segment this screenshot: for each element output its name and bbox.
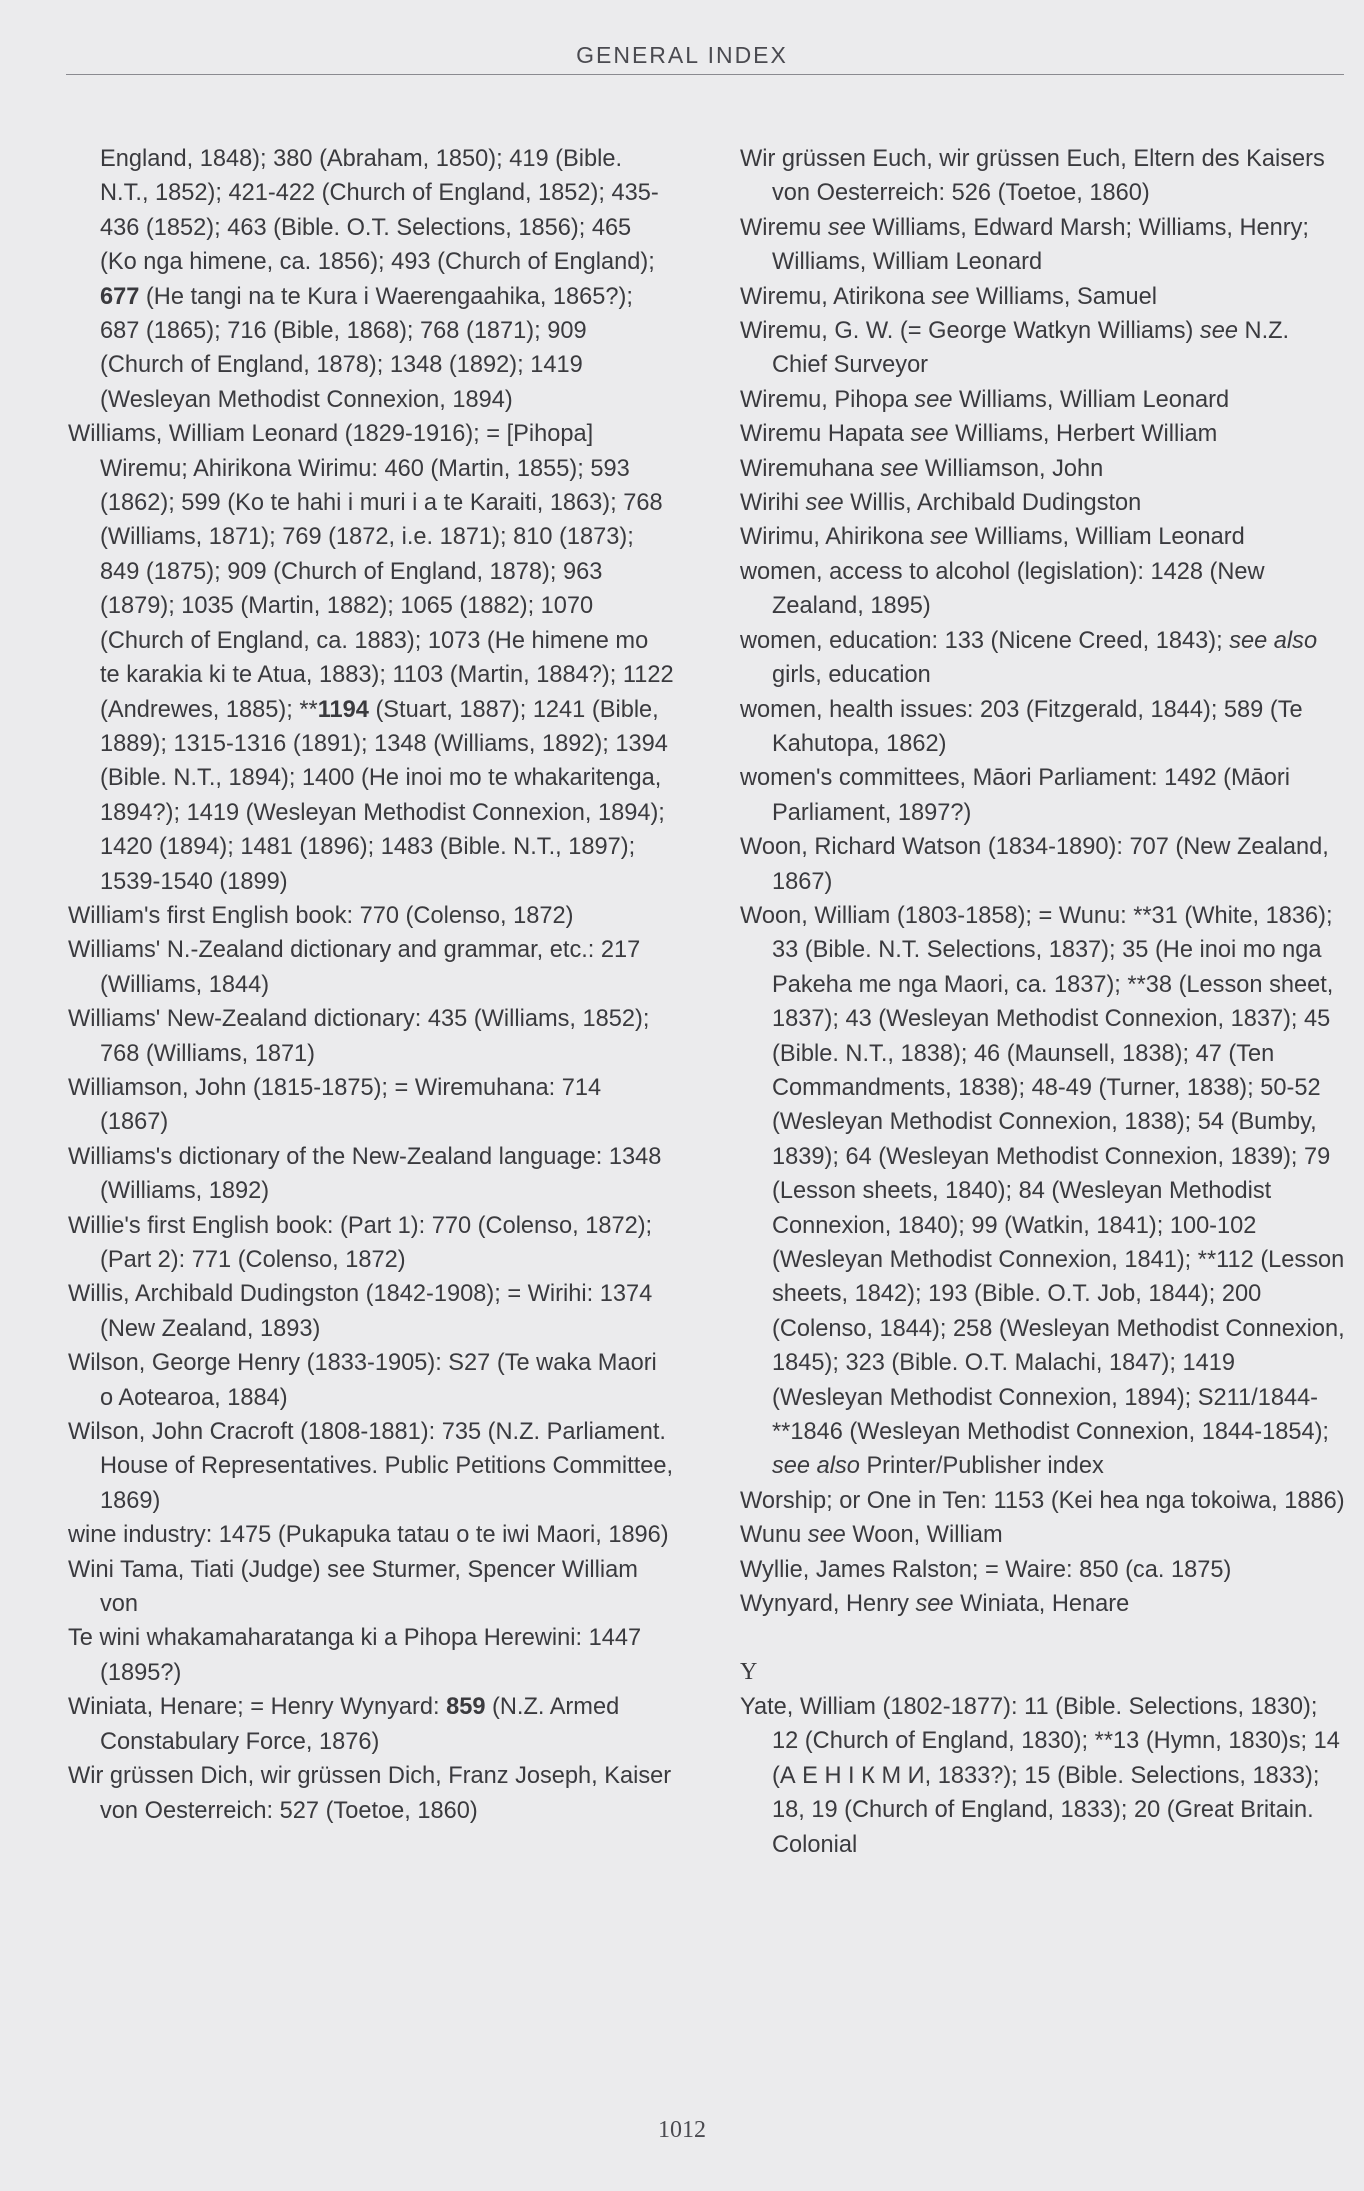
index-entry	[740, 1587, 1346, 1621]
entry-text: Williams, Herbert William	[948, 421, 1218, 448]
index-entry	[68, 899, 674, 933]
index-entry	[68, 933, 674, 1002]
index-entry	[740, 486, 1346, 520]
entry-text: Wilson, John Cracroft (1808-1881): 735 (N.Z. Parliament. House of Representatives. Public Petitions Committee, 1869)	[68, 1419, 674, 1514]
index-entry	[68, 417, 674, 899]
page-number: 1012	[658, 2117, 706, 2143]
index-entry	[740, 899, 1346, 1484]
entry-text: Winiata, Henare; = Henry Wynyard:	[68, 1694, 447, 1721]
index-entry	[68, 1071, 674, 1140]
index-entry	[740, 1690, 1346, 1862]
index-entry	[740, 1553, 1346, 1587]
index-entry	[740, 314, 1346, 383]
index-entry	[740, 1484, 1346, 1518]
entry-text: Willie's first English book: (Part 1): 770 (Colenso, 1872); (Part 2): 771 (Colenso, 1872)	[68, 1212, 653, 1273]
entry-text: Williams, Edward Marsh; Williams, Henry; Williams, William Leonard	[772, 214, 1309, 276]
index-entry	[68, 1690, 674, 1759]
bold-page-ref: 677	[100, 283, 140, 310]
index-entry	[68, 1759, 674, 1828]
see-reference: see	[931, 283, 970, 310]
entry-text: Williams, William Leonard	[952, 386, 1230, 413]
entry-text: Williams's dictionary of the New-Zealand language: 1348 (Williams, 1892)	[68, 1143, 662, 1205]
see-reference: see	[880, 455, 919, 482]
entry-text: Printer/Publisher index	[859, 1453, 1104, 1480]
index-entry	[740, 624, 1346, 693]
see-reference: see	[915, 1591, 954, 1618]
entry-text: Williams, William Leonard (1829-1916); = [Pihopa] Wiremu; Ahirikona Wirimu: 460 (Martin, 1855); 593 (1862); 599 (Ko te hahi i muri i a te Karaiti, 1863); 768 (Williams, 1871); 769 (1872, i.e. 1871); 810 (1873); 849 (1875); 909 (Church of England, 1878); 963 (1879); 1035 (Martin, 1882); 1065 (1882); 1070 (Church of England, ca. 1883); 1073 (He himene mo te karakia ki te Atua, 1883); 1103 (Martin, 1884?); 1122 (Andrewes, 1885); **	[68, 421, 674, 723]
see-reference: see	[827, 214, 866, 241]
entry-text: girls, education	[772, 662, 931, 689]
entry-text: Yate, William (1802-1877): 11 (Bible. Selections, 1830); 12 (Church of England, 1830); **13 (Hymn, 1830)s; 14 (А Е Н І К М И, 1833?); 15 (Bible. Selections, 1833); 18, 19 (Church of England, 1833); 20 (Great Britain. Colonial	[740, 1693, 1340, 1858]
index-entry	[740, 280, 1346, 314]
section-letter: Y	[740, 1659, 758, 1686]
index-entry	[740, 761, 1346, 830]
index-entry	[740, 693, 1346, 762]
entry-text: Wirimu, Ahirikona	[740, 524, 931, 551]
entry-text: England, 1848); 380 (Abraham, 1850); 419 (Bible. N.T., 1852); 421-422 (Church of England, 1852); 435-436 (1852); 463 (Bible. O.T. Selections, 1856); 465 (Ko nga himene, ca. 1856); 493 (Church of England);	[100, 146, 659, 276]
index-entry	[68, 1002, 674, 1071]
bold-page-ref: 1194	[317, 696, 369, 723]
see-reference: see	[930, 524, 969, 551]
see-reference: see	[910, 421, 949, 448]
entry-text: Wunu	[740, 1522, 808, 1549]
entry-text: Williams, Samuel	[969, 283, 1157, 310]
entry-text: Wiremu, G. W. (= George Watkyn Williams)	[740, 318, 1200, 345]
entry-text: Wir grüssen Euch, wir grüssen Euch, Eltern des Kaisers von Oesterreich: 526 (Toetoe, 1860)	[740, 146, 1325, 207]
left-column	[68, 142, 674, 1828]
entry-text: Williams' N.-Zealand dictionary and grammar, etc.: 217 (Williams, 1844)	[68, 937, 641, 998]
entry-text: women's committees, Māori Parliament: 1492 (Māori Parliament, 1897?)	[740, 765, 1290, 826]
entry-text: Wiremu Hapata	[740, 421, 911, 448]
header-rule	[66, 74, 1344, 75]
entry-text: Wiremu	[740, 214, 828, 241]
bold-page-ref: 859	[446, 1694, 486, 1721]
index-entry	[68, 1415, 674, 1518]
see-reference: see	[807, 1522, 846, 1549]
index-entry	[740, 830, 1346, 899]
index-entry	[68, 1621, 674, 1690]
entry-text: Willis, Archibald Dudingston (1842-1908); = Wirihi: 1374 (New Zealand, 1893)	[68, 1281, 653, 1342]
entry-text: wine industry: 1475 (Pukapuka tatau o te iwi Maori, 1896)	[68, 1522, 669, 1549]
entry-text: (Stuart, 1887); 1241 (Bible, 1889); 1315-1316 (1891); 1348 (Williams, 1892); 1394 (Bible. N.T., 1894); 1400 (He inoi mo te whakaritenga, 1894?); 1419 (Wesleyan Methodist Connexion, 1894); 1420 (1894); 1481 (1896); 1483 (Bible. N.T., 1897); 1539-1540 (1899)	[100, 696, 668, 895]
index-entry	[740, 417, 1346, 451]
entry-text: Williamson, John	[918, 455, 1104, 482]
index-entry	[740, 211, 1346, 280]
index-entry	[68, 1277, 674, 1346]
entry-text: Wynyard, Henry	[740, 1591, 916, 1618]
right-column-y-entries	[740, 1690, 1346, 1862]
index-entry	[740, 452, 1346, 486]
entry-text: Williams, William Leonard	[968, 524, 1245, 551]
entry-text: Wini Tama, Tiati (Judge) see Sturmer, Spencer William von	[68, 1556, 638, 1618]
index-entry	[68, 1518, 674, 1552]
index-entry	[740, 555, 1346, 624]
entry-text: Williamson, John (1815-1875); = Wiremuhana: 714 (1867)	[68, 1074, 602, 1136]
see-reference: see	[805, 490, 844, 517]
entry-text: women, access to alcohol (legislation): 1428 (New Zealand, 1895)	[740, 558, 1265, 620]
entry-text: Woon, William (1803-1858); = Wunu: **31 (White, 1836); 33 (Bible. N.T. Selections, 1837); 35 (He inoi mo nga Pakeha me nga Maori, ca. 1837); **38 (Lesson sheet, 1837); 43 (Wesleyan Methodist Connexion, 1837); 45 (Bible. N.T., 1838); 46 (Maunsell, 1838); 47 (Ten Commandments, 1838); 48-49 (Turner, 1838); 50-52 (Wesleyan Methodist Connexion, 1838); 54 (Bumby, 1839); 64 (Wesleyan Methodist Connexion, 1839); 79 (Lesson sheets, 1840); 84 (Wesleyan Methodist Connexion, 1840); 99 (Watkin, 1841); 100-102 (Wesleyan Methodist Connexion, 1841); **112 (Lesson sheets, 1842); 193 (Bible. O.T. Job, 1844); 200 (Colenso, 1844); 258 (Wesleyan Methodist Connexion, 1845); 323 (Bible. O.T. Malachi, 1847); 1419 (Wesleyan Methodist Connexion, 1894); S211/1844-**1846 (Wesleyan Methodist Connexion, 1844-1854);	[740, 902, 1345, 1446]
entry-text: Worship; or One in Ten: 1153 (Kei hea nga tokoiwa, 1886)	[740, 1487, 1345, 1514]
index-entry	[740, 520, 1346, 554]
entry-text: Wilson, George Henry (1833-1905): S27 (Te waka Maori o Aotearoa, 1884)	[68, 1350, 657, 1411]
entry-text: Wiremu, Pihopa	[740, 386, 915, 413]
right-column	[740, 142, 1346, 1862]
index-entry	[68, 1553, 674, 1622]
index-entry	[740, 142, 1346, 211]
index-entry	[68, 1346, 674, 1415]
entry-text: Woon, Richard Watson (1834-1890): 707 (New Zealand, 1867)	[740, 834, 1329, 895]
entry-text: (N.Z. Armed Constabulary Force, 1876)	[100, 1694, 620, 1755]
index-entry	[68, 1209, 674, 1278]
entry-text: Wirihi	[740, 490, 806, 517]
entry-text: women, health issues: 203 (Fitzgerald, 1844); 589 (Te Kahutopa, 1862)	[740, 696, 1303, 757]
entry-text: Willis, Archibald Dudingston	[843, 490, 1142, 517]
index-entry	[740, 383, 1346, 417]
index-entry	[68, 1140, 674, 1209]
entry-text: Wyllie, James Ralston; = Waire: 850 (ca. 1875)	[740, 1556, 1232, 1583]
entry-text: Woon, William	[845, 1522, 1003, 1549]
entry-text: William's first English book: 770 (Colenso, 1872)	[68, 902, 574, 929]
entry-text: Wiremuhana	[740, 455, 881, 482]
entry-text: Wiremu, Atirikona	[740, 283, 932, 310]
see-reference: see also	[1229, 627, 1318, 654]
running-head: GENERAL INDEX	[576, 42, 788, 68]
see-reference: see	[1199, 318, 1238, 345]
index-entry	[740, 1518, 1346, 1552]
entry-text: Te wini whakamaharatanga ki a Pihopa Herewini: 1447 (1895?)	[68, 1625, 642, 1686]
index-entry-continuation	[68, 142, 674, 417]
entry-text: women, education: 133 (Nicene Creed, 1843);	[740, 627, 1230, 654]
entry-text: N.Z. Chief Surveyor	[772, 318, 1290, 379]
entry-text: Wir grüssen Dich, wir grüssen Dich, Franz Joseph, Kaiser von Oesterreich: 527 (Toetoe, 1860)	[68, 1763, 672, 1824]
entry-text: Winiata, Henare	[953, 1591, 1130, 1618]
see-reference: see also	[772, 1453, 860, 1480]
entry-text: (He tangi na te Kura i Waerengaahika, 1865?); 687 (1865); 716 (Bible, 1868); 768 (1871); 909 (Church of England, 1878); 1348 (1892); 1419 (Wesleyan Methodist Connexion, 1894)	[100, 283, 633, 413]
right-column-w-entries	[740, 142, 1346, 1621]
see-reference: see	[914, 386, 953, 413]
entry-text: Williams' New-Zealand dictionary: 435 (Williams, 1852); 768 (Williams, 1871)	[68, 1006, 650, 1067]
